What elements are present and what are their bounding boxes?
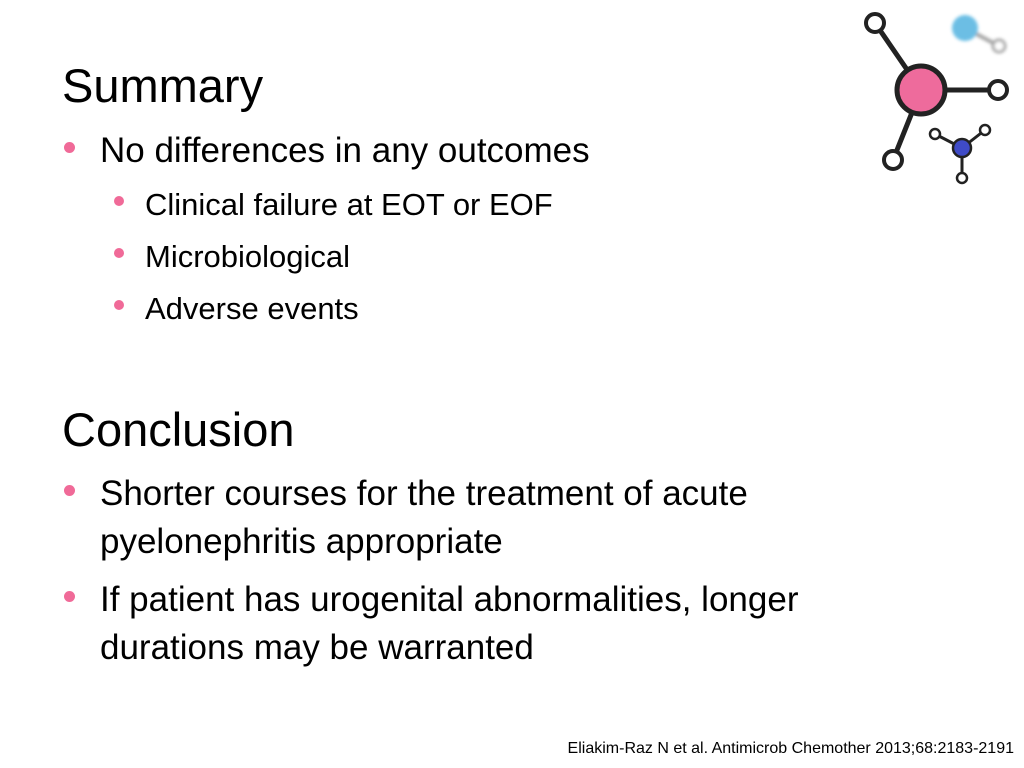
outer-node bbox=[884, 151, 902, 169]
summary-subpoint: Adverse events bbox=[145, 291, 359, 326]
small-outer-node bbox=[957, 173, 967, 183]
main-node bbox=[897, 66, 945, 114]
bullet-dot bbox=[114, 248, 124, 258]
summary-subpoint: Microbiological bbox=[145, 239, 351, 274]
conclusion-point-line: Shorter courses for the treatment of acute bbox=[100, 474, 748, 513]
small-outer-node bbox=[930, 129, 940, 139]
bullet-dot bbox=[64, 485, 75, 496]
conclusion-heading: Conclusion bbox=[62, 403, 295, 456]
conclusion-point-line: If patient has urogenital abnormalities, longer bbox=[100, 580, 799, 619]
conclusion-point-line: durations may be warranted bbox=[100, 628, 534, 667]
bullet-dot bbox=[114, 300, 124, 310]
conclusion-point-line: pyelonephritis appropriate bbox=[100, 522, 503, 561]
bullet-dot bbox=[64, 591, 75, 602]
summary-point: No differences in any outcomes bbox=[100, 131, 590, 170]
citation: Eliakim-Raz N et al. Antimicrob Chemother 2013;68:2183-2191 bbox=[567, 740, 1014, 757]
bullet-dot bbox=[114, 196, 124, 206]
bullet-dot bbox=[64, 142, 75, 153]
small-center-node bbox=[953, 139, 971, 157]
summary-heading: Summary bbox=[62, 59, 264, 112]
outer-node bbox=[866, 14, 884, 32]
faded-node bbox=[952, 15, 1005, 52]
summary-subpoint: Clinical failure at EOT or EOF bbox=[145, 187, 553, 222]
molecule-icon bbox=[855, 6, 1020, 186]
small-outer-node bbox=[980, 125, 990, 135]
outer-node bbox=[989, 81, 1007, 99]
